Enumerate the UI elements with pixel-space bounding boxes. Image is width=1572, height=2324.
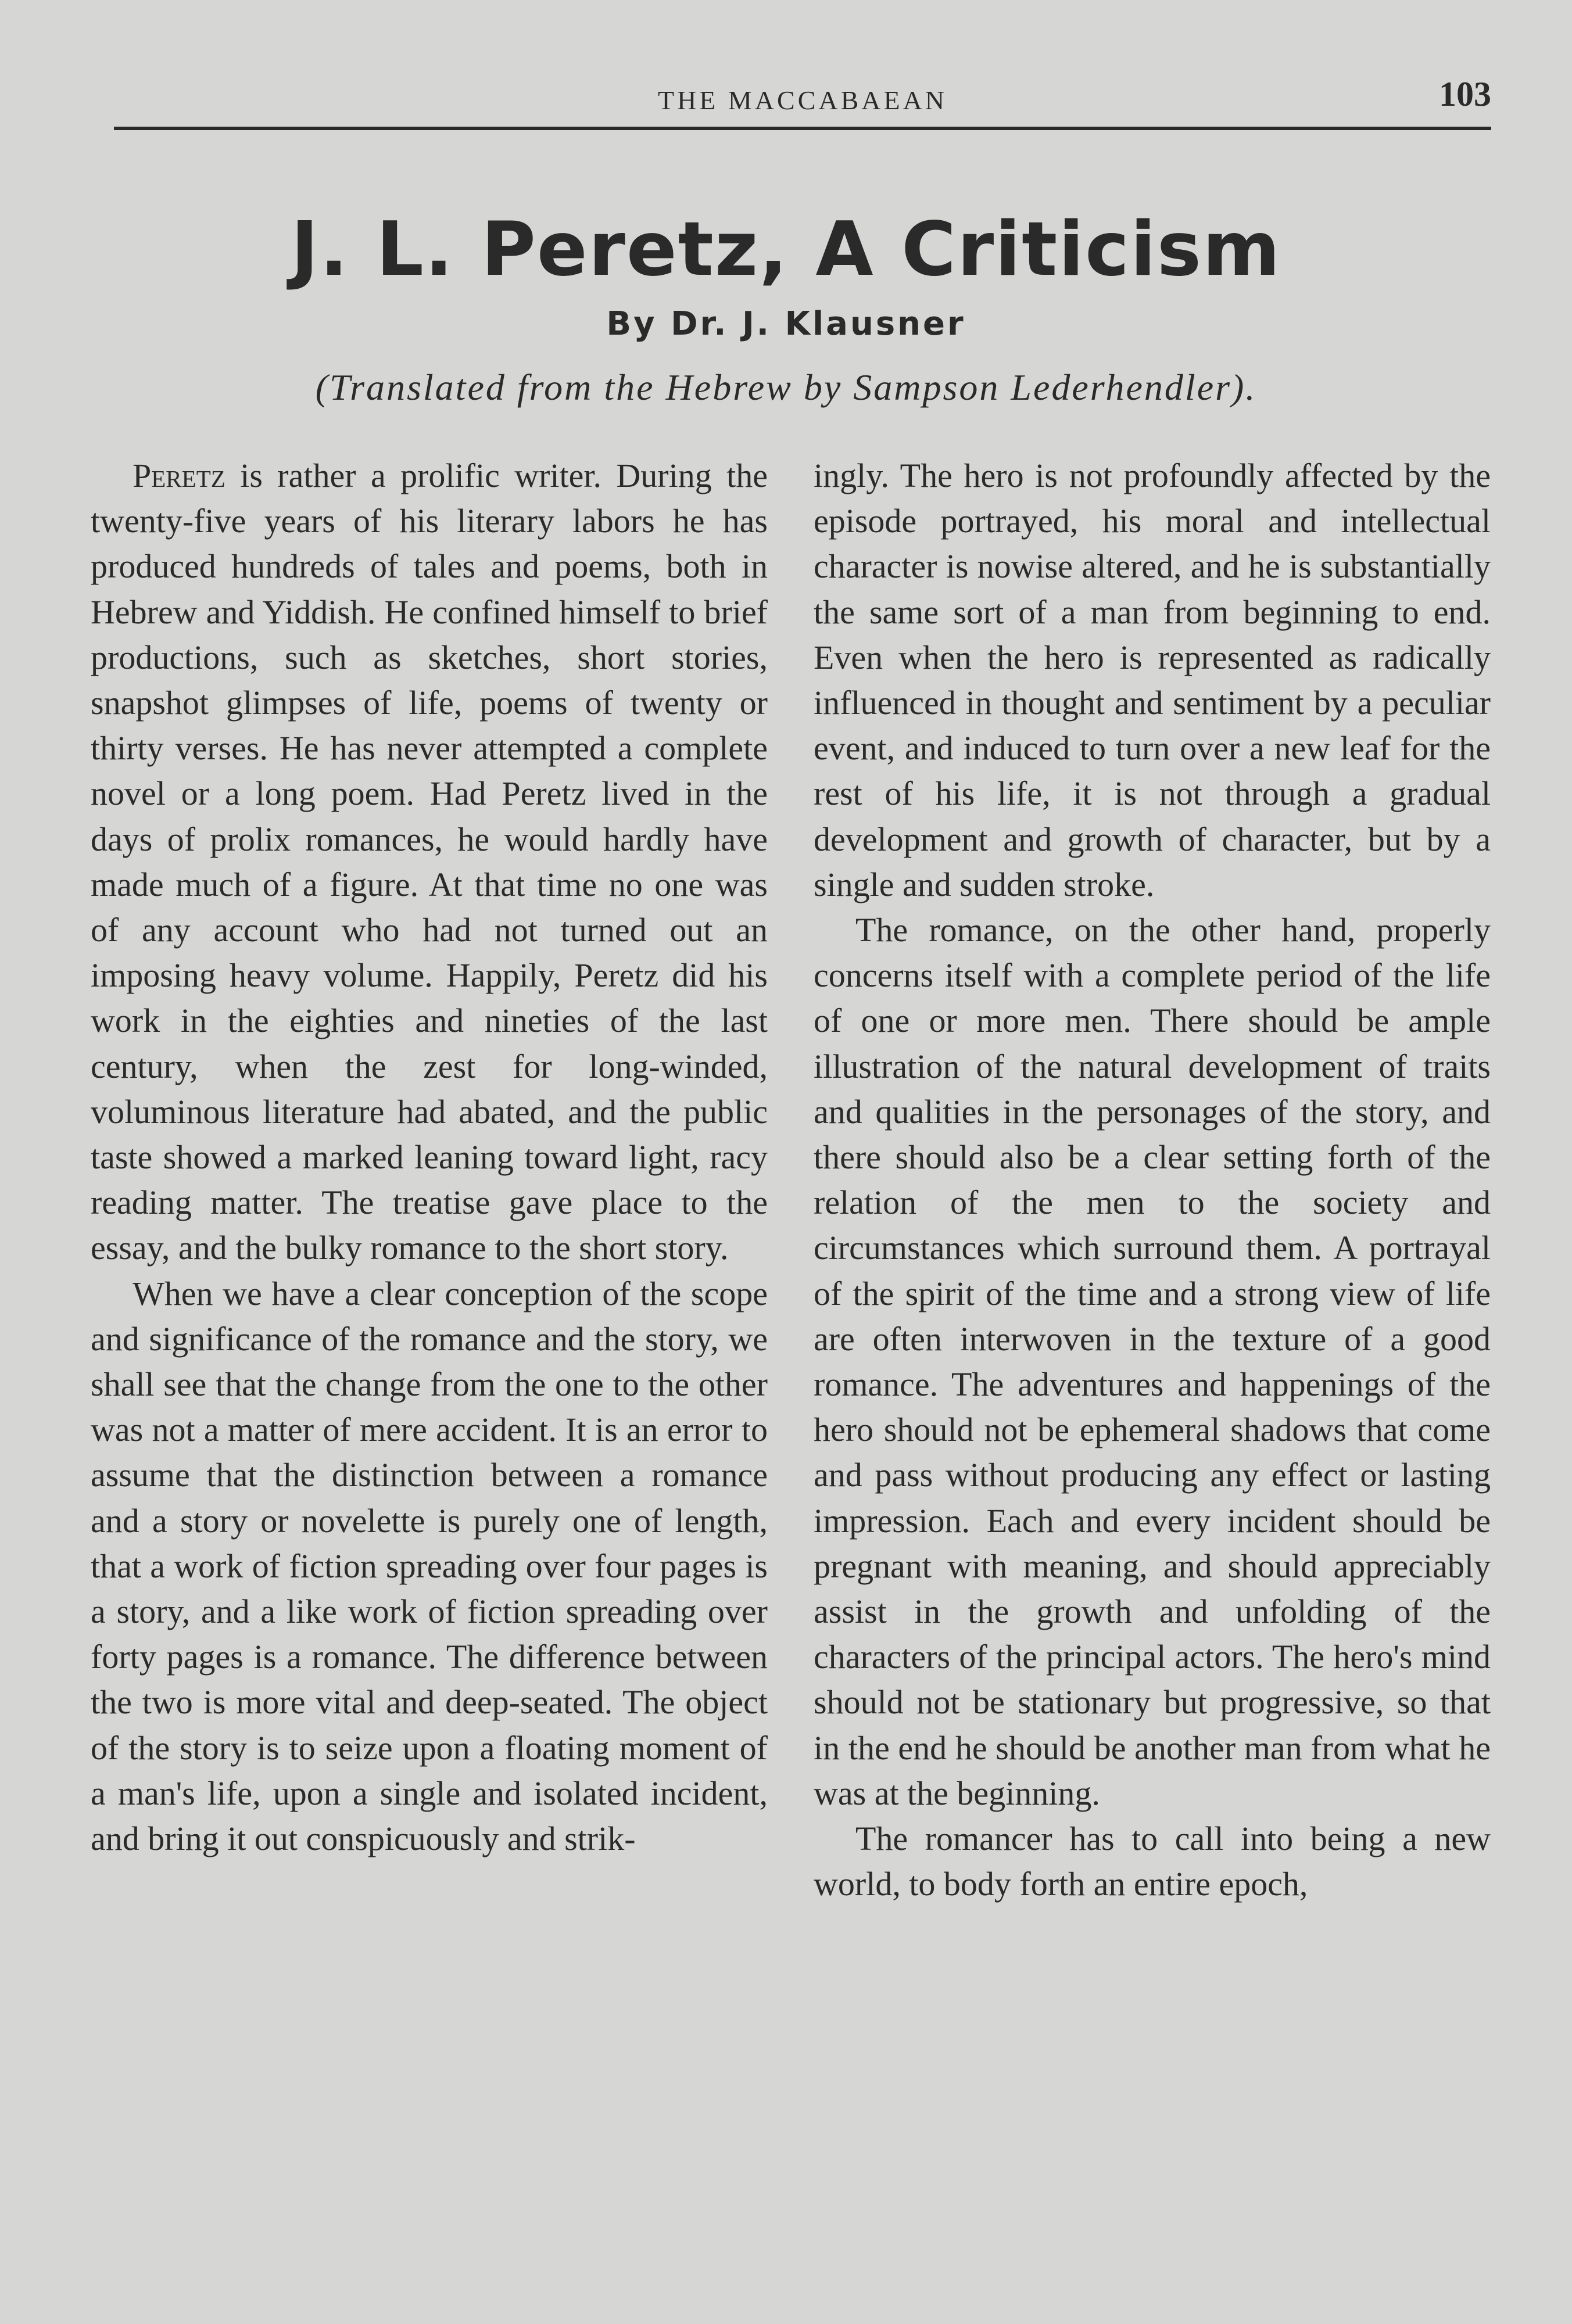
running-head xyxy=(114,74,1491,130)
paragraph xyxy=(91,453,768,1271)
paragraph: The romance, on the other hand, properly concerns itself with a complete period of the life of one or more men. There should be ample illustration of the natural development of traits and qualities in the personages of the story, and there should also be a clear setting forth of the relation of the men to the society and circumstances which surround them. A portrayal of the spirit of the time and a strong view of life are often interwoven in the texture of a good romance. The adventures and happenings of the hero should not be ephemeral shadows that come and pass without producing any effect or lasting impression. Each and every incident should be pregnant with meaning, and should appreciably assist in the growth and unfolding of the characters of the principal actors. The hero's mind should not be stationary but progressive, so that in the end he should be another man from what he was at the beginning. xyxy=(814,911,1491,1812)
paragraph-text: is rather a prolific writer. During the twenty-five years of his literary labors he has produced hundreds of tales and poems, both in Hebrew and Yiddish. He confined himself to brief productions, such as sketches, short stories, snapshot glimpses of life, poems of twenty or thirty verses. He has never attempted a complete novel or a long poem. Had Peretz lived in the days of prolix romances, he would hardly have made much of a figure. At that time no one was of any account who had not turned out an imposing heavy volume. Happily, Peretz did his work in the eighties and nineties of the last century, when the zest for long-winded, voluminous literature had abated, and the public taste showed a marked leaning toward light, racy reading matter. The treatise gave place to the essay, and the bulky romance to the short story. xyxy=(91,457,768,1267)
paragraph: When we have a clear conception of the scope and significance of the romance and the story, we shall see that the change from the one to the other was not a matter of mere accident. It is an error to assume that the distinction between a romance and a story or novelette is purely one of length, that a work of fiction spreading over four pages is a story, and a like work of fiction spreading over forty pages is a romance. The difference between the two is more vital and deep-seated. The object of the story is to seize upon a floating moment of a man's life, upon a single and isolated incident, and bring it out conspicuously and strik- xyxy=(91,1274,768,1858)
journal-name: THE MACCABAEAN xyxy=(657,85,948,115)
left-column xyxy=(91,453,768,1862)
article-title: J. L. Peretz, A Criticism xyxy=(291,206,1281,293)
paragraph-continued: ingly. The hero is not profoundly affected by the episode portrayed, his moral and intellectual character is nowise altered, and he is substantially the same sort of a man from beginning to end. Even when the hero is represented as radically influenced in thought and sentiment by a peculiar event, and induced to turn over a new leaf for the rest of his life, it is not through a gradual development and growth of character, but by a single and sudden stroke. xyxy=(814,457,1491,903)
lead-word: Peretz xyxy=(133,457,225,494)
page-number: 103 xyxy=(1439,75,1491,113)
translation-note: (Translated from the Hebrew by Sampson Lederhendler). xyxy=(315,367,1257,408)
article-byline: By Dr. J. Klausner xyxy=(606,305,966,343)
paragraph: The romancer has to call into being a new world, to body forth an entire epoch, xyxy=(814,1820,1491,1903)
right-column xyxy=(814,453,1491,1907)
